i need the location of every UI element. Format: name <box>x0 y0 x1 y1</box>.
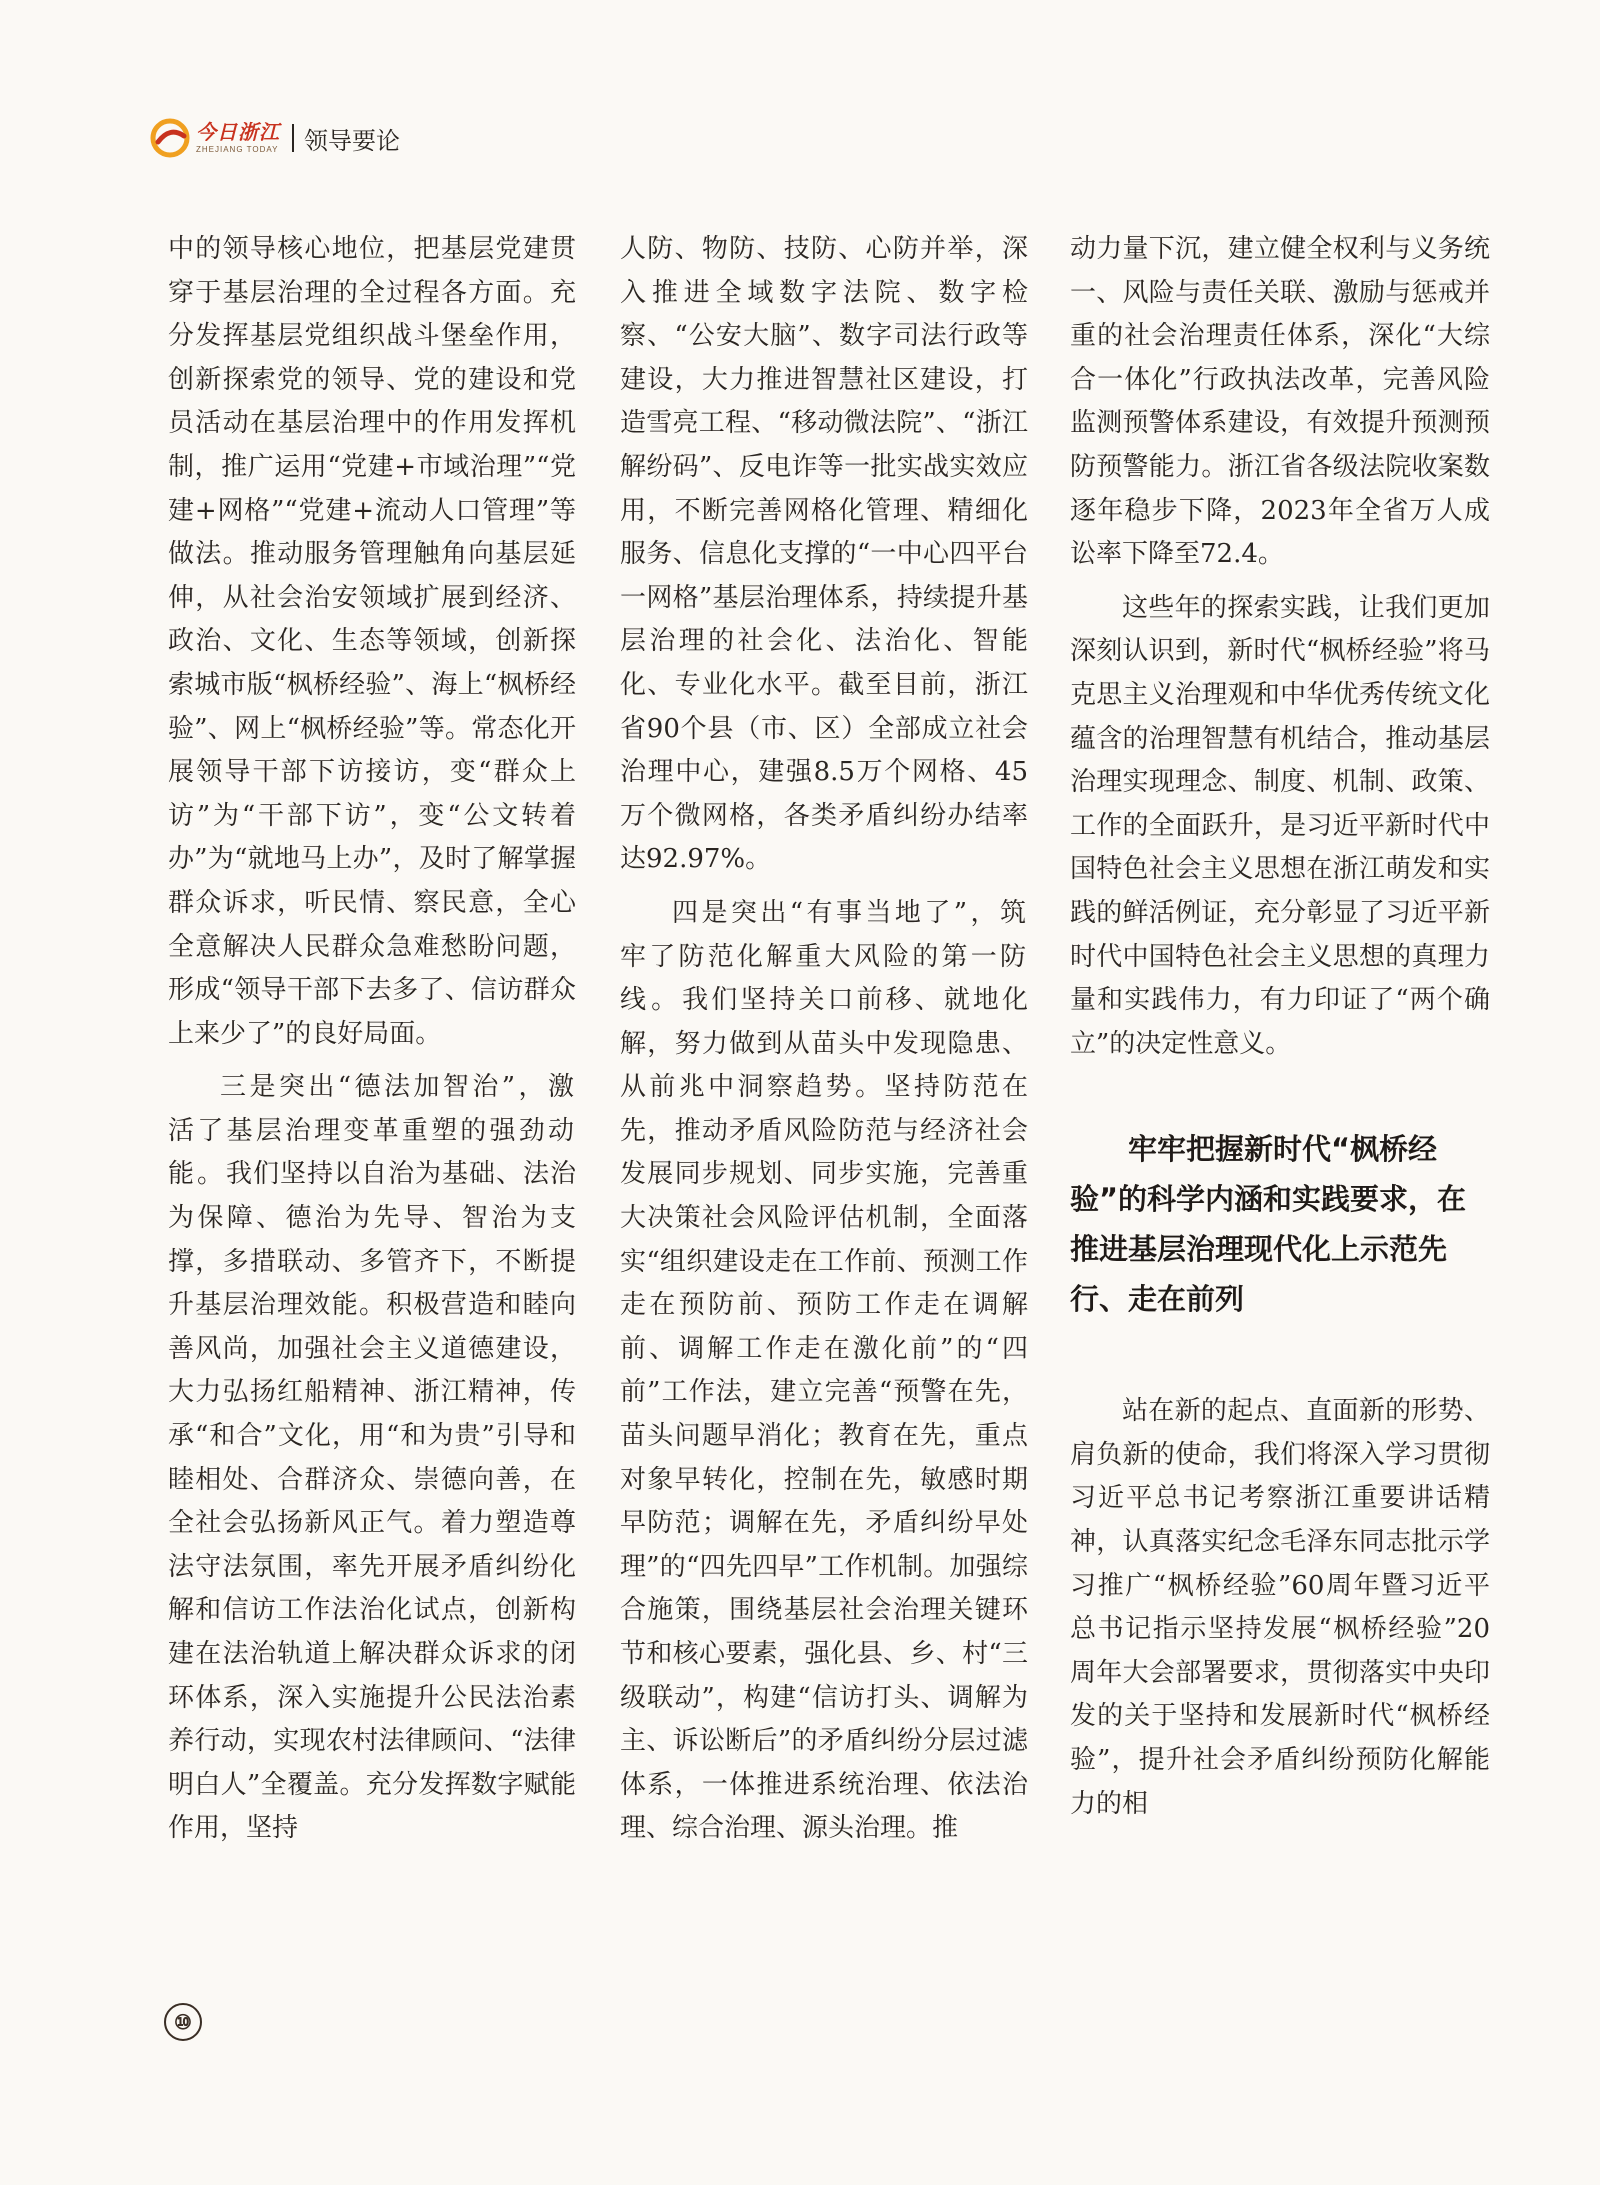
page-header <box>150 112 400 164</box>
header-divider <box>292 124 294 152</box>
logo-cn-text: 今日浙江 <box>196 120 280 144</box>
paragraph-body: 我们坚持关口前移、就地化解，努力做到从苗头中发现隐患、从前兆中洞察趋势。坚持防范在先，推动矛盾风险防范与经济社会发展同步规划、同步实施，完善重大决策社会风险评估机制，全面落实“组织建设走在工作前、预测工作走在预防前、预防工作走在调解前、调解工作走在激化前”的“四前”工作法，建立完善“预警在先，苗头问题早消化；教育在先，重点对象早转化，控制在先，敏感时期早防范；调解在先，矛盾纠纷早处理”的“四先四早”工作机制。加强综合施策，围绕基层社会治理关键环节和核心要素，强化县、乡、村“三级联动”，构建“信访打头、调解为主、诉讼断后”的矛盾纠纷分层过滤体系，一体推进系统治理、依法治理、综合治理、源头治理。推 <box>620 985 1028 1844</box>
paragraph: 人防、物防、技防、心防并举，深入推进全域数字法院、数字检察、“公安大脑”、数字司法行政等建设，大力推进智慧社区建设，打造雪亮工程、“移动微法院”、“浙江解纷码”、反电诈等一批实战实效应用，不断完善网格化管理、精细化服务、信息化支撑的“一中心四平台一网格”基层治理体系，持续提升基层治理的社会化、法治化、智能化、专业化水平。截至目前，浙江省90个县（市、区）全部成立社会治理中心，建强8.5万个网格、45万个微网格，各类矛盾纠纷办结率达92.97%。 <box>620 234 1028 875</box>
paragraph <box>168 1066 576 1851</box>
column-3 <box>1070 228 1490 1826</box>
paragraph: 动力量下沉，建立健全权利与义务统一、风险与责任关联、激励与惩戒并重的社会治理责任体系，深化“大综合一体化”行政执法改革，完善风险监测预警体系建设，有效提升预测预防预警能力。浙江省各级法院收案数逐年稳步下降，2023年全省万人成讼率下降至72.4。 <box>1070 234 1490 570</box>
paragraph: 站在新的起点、直面新的形势、肩负新的使命，我们将深入学习贯彻习近平总书记考察浙江重要讲话精神，认真落实纪念毛泽东同志批示学习推广“枫桥经验”60周年暨习近平总书记指示坚持发展“枫桥经验”20周年大会部署要求，贯彻落实中央印发的关于坚持和发展新时代“枫桥经验”，提升社会矛盾纠纷预防化解能力的相 <box>1070 1396 1490 1819</box>
column-1 <box>168 228 576 1851</box>
section-heading: 牢牢把握新时代“枫桥经验”的科学内涵和实践要求，在推进基层治理现代化上示范先行、走在前列 <box>1070 1132 1467 1317</box>
page-number: ⑩ <box>164 2003 202 2041</box>
column-2 <box>620 228 1028 1851</box>
paragraph-body: 我们坚持以自治为基础、法治为保障、德治为先导、智治为支撑，多措联动、多管齐下，不断提升基层治理效能。积极营造和睦向善风尚，加强社会主义道德建设，大力弘扬红船精神、浙江精神，传承“和合”文化，用“和为贵”引导和睦相处、合群济众、崇德向善，在全社会弘扬新风正气。着力塑造尊法守法氛围，率先开展矛盾纠纷化解和信访工作法治化试点，创新构建在法治轨道上解决群众诉求的闭环体系，深入实施提升公民法治素养行动，实现农村法律顾问、“法律明白人”全覆盖。充分发挥数字赋能作用，坚持 <box>168 1159 576 1844</box>
paragraph-lead: 四是突出“有事当地了”，筑牢了防范化解重大风险的第一防线。 <box>620 897 1028 1016</box>
paragraph-lead: 三是突出“德法加智治”，激活了基层治理变革重塑的强劲动能。 <box>168 1072 576 1190</box>
paragraph: 这些年的探索实践，让我们更加深刻认识到，新时代“枫桥经验”将马克思主义治理观和中华优秀传统文化蕴含的治理智慧有机结合，推动基层治理实现理念、制度、机制、政策、工作的全面跃升，是习近平新时代中国特色社会主义思想在浙江萌发和实践的鲜活例证，充分彰显了习近平新时代中国特色社会主义思想的真理力量和实践伟力，有力印证了“两个确立”的决定性意义。 <box>1070 592 1490 1059</box>
logo-en-text: ZHEJIANG TODAY <box>196 145 279 154</box>
logo-wordmark <box>196 122 280 154</box>
section-title: 领导要论 <box>304 126 400 155</box>
paragraph <box>620 892 1028 1851</box>
logo-icon <box>150 118 190 158</box>
paragraph: 中的领导核心地位，把基层党建贯穿于基层治理的全过程各方面。充分发挥基层党组织战斗堡垒作用，创新探索党的领导、党的建设和党员活动在基层治理中的作用发挥机制，推广运用“党建+市域治理”“党建+网格”“党建+流动人口管理”等做法。推动服务管理触角向基层延伸，从社会治安领域扩展到经济、政治、文化、生态等领域，创新探索城市版“枫桥经验”、海上“枫桥经验”、网上“枫桥经验”等。常态化开展领导干部下访接访，变“群众上访”为“干部下访”，变“公文转着办”为“就地马上办”，及时了解掌握群众诉求，听民情、察民意，全心全意解决人民群众急难愁盼问题，形成“领导干部下去多了、信访群众上来少了”的良好局面。 <box>168 234 576 1049</box>
